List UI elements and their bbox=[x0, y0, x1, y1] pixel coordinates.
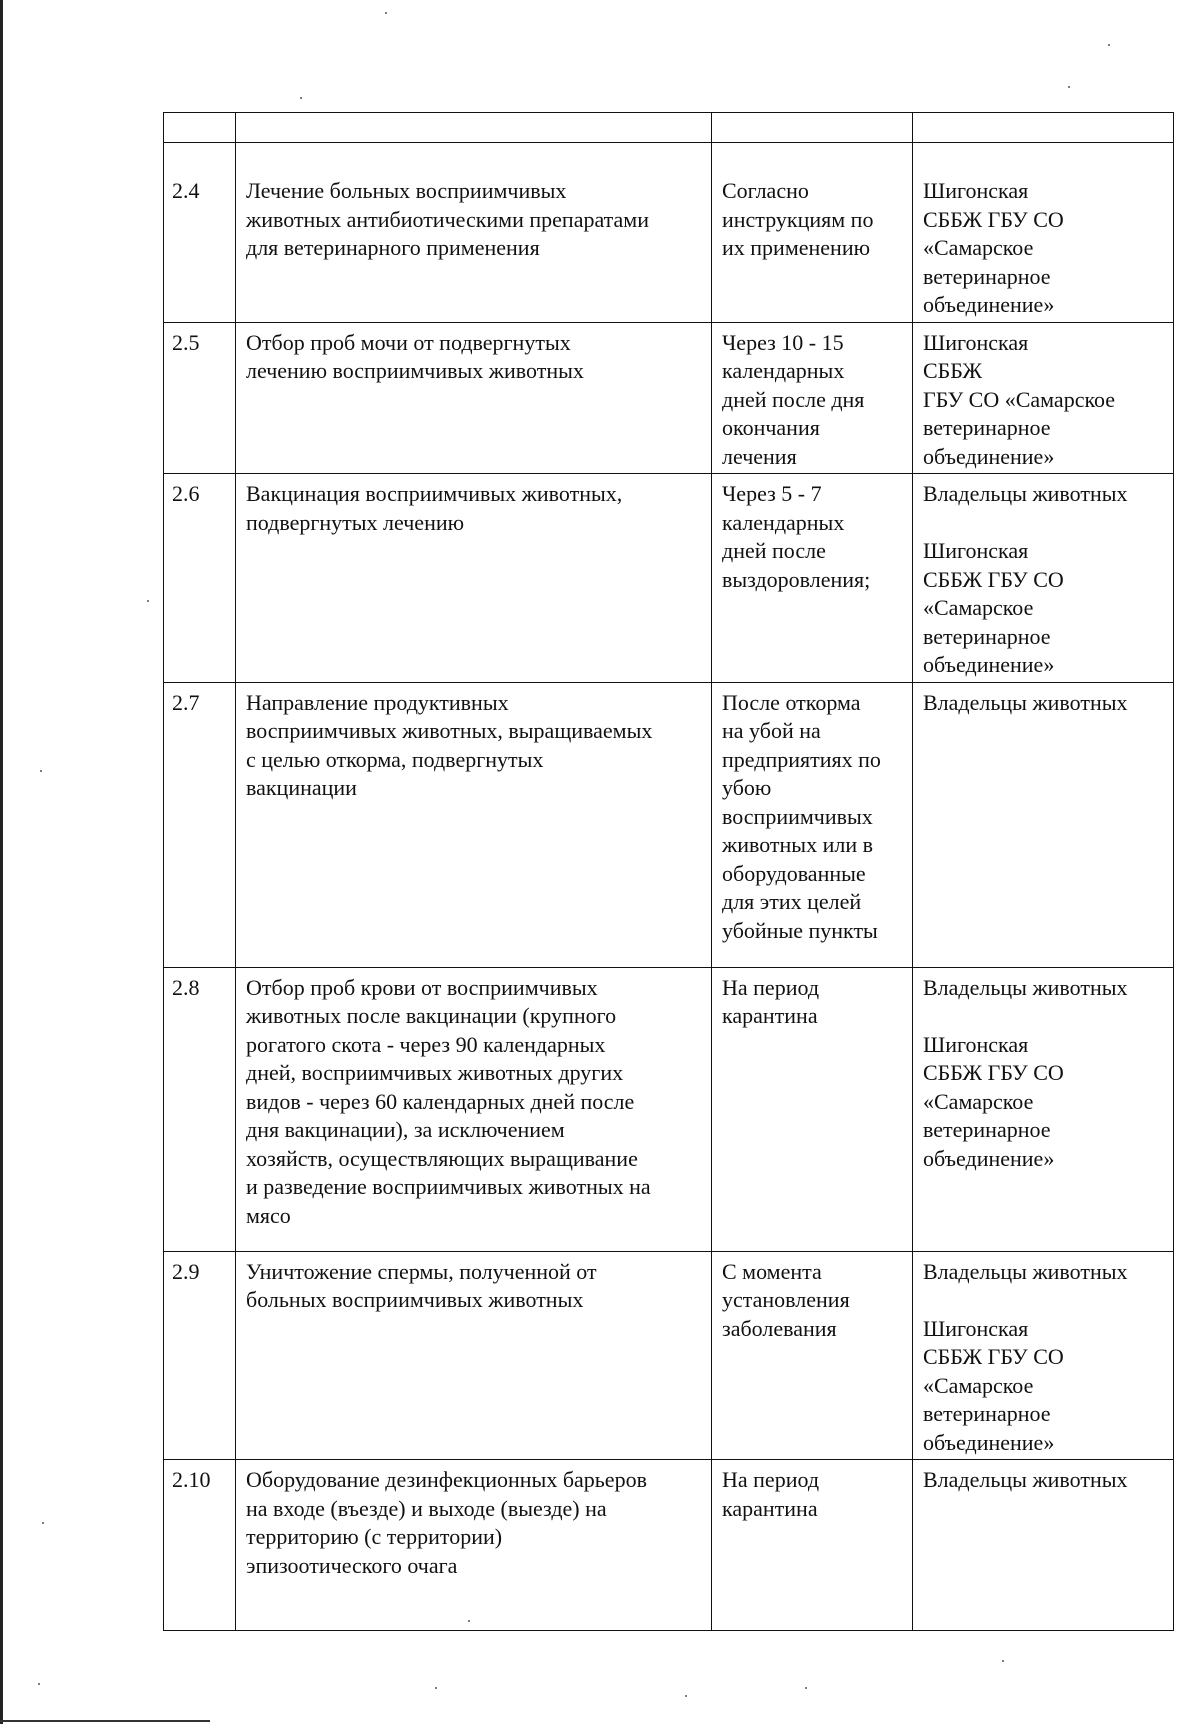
row-number: 2.4 bbox=[164, 143, 236, 323]
action-cell: Отбор проб мочи от подвергнутых лечению восприимчивых животных bbox=[236, 322, 712, 474]
responsible-cell: Владельцы животных Шигонская СББЖ ГБУ СО «Самарское ветеринарное объединение» bbox=[913, 1251, 1174, 1460]
table-row bbox=[164, 1460, 1174, 1631]
header-cell bbox=[236, 113, 712, 143]
scan-speck bbox=[300, 97, 302, 99]
scan-speck bbox=[42, 1522, 44, 1524]
table-row bbox=[164, 143, 1174, 323]
scan-speck bbox=[40, 770, 42, 772]
table-row bbox=[164, 322, 1174, 474]
scan-speck bbox=[435, 1687, 437, 1689]
responsible-cell: Шигонская СББЖ ГБУ СО «Самарское ветеринарное объединение» bbox=[913, 322, 1174, 474]
row-number: 2.10 bbox=[164, 1460, 236, 1631]
scan-edge-left bbox=[0, 0, 3, 1724]
responsible-cell: Шигонская СББЖ ГБУ СО «Самарское ветеринарное объединение» bbox=[913, 143, 1174, 323]
row-number: 2.7 bbox=[164, 682, 236, 967]
action-cell: Уничтожение спермы, полученной от больных восприимчивых животных bbox=[236, 1251, 712, 1460]
scan-speck bbox=[385, 12, 387, 14]
scan-edge-bottom bbox=[0, 1720, 210, 1722]
responsible-cell: Владельцы животных Шигонская СББЖ ГБУ СО «Самарское ветеринарное объединение» bbox=[913, 474, 1174, 683]
table-row bbox=[164, 474, 1174, 683]
table-row bbox=[164, 682, 1174, 967]
table-header-row bbox=[164, 113, 1174, 143]
scan-speck bbox=[685, 1695, 687, 1697]
row-number: 2.5 bbox=[164, 322, 236, 474]
term-cell: После откорма на убой на предприятиях по убою восприимчивых животных или в оборудованные для этих целей убойные пункты bbox=[712, 682, 913, 967]
term-cell: С момента установления заболевания bbox=[712, 1251, 913, 1460]
measures-table bbox=[163, 112, 1174, 1631]
scan-speck bbox=[147, 600, 149, 602]
action-cell: Направление продуктивных восприимчивых животных, выращиваемых с целью откорма, подвергнутых вакцинации bbox=[236, 682, 712, 967]
header-cell bbox=[712, 113, 913, 143]
action-cell: Оборудование дезинфекционных барьеров на входе (въезде) и выходе (выезде) на территорию (с территории) эпизоотического очага bbox=[236, 1460, 712, 1631]
term-cell: На период карантина bbox=[712, 967, 913, 1251]
term-cell: На период карантина bbox=[712, 1460, 913, 1631]
table-row bbox=[164, 1251, 1174, 1460]
header-cell bbox=[164, 113, 236, 143]
scan-speck bbox=[1108, 44, 1110, 46]
scan-speck bbox=[1068, 86, 1070, 88]
action-cell: Вакцинация восприимчивых животных, подвергнутых лечению bbox=[236, 474, 712, 683]
term-cell: Через 10 - 15 календарных дней после дня окончания лечения bbox=[712, 322, 913, 474]
header-cell bbox=[913, 113, 1174, 143]
action-cell: Лечение больных восприимчивых животных антибиотическими препаратами для ветеринарного применения bbox=[236, 143, 712, 323]
row-number: 2.8 bbox=[164, 967, 236, 1251]
responsible-cell: Владельцы животных bbox=[913, 682, 1174, 967]
responsible-cell: Владельцы животных Шигонская СББЖ ГБУ СО «Самарское ветеринарное объединение» bbox=[913, 967, 1174, 1251]
table-row bbox=[164, 967, 1174, 1251]
responsible-cell: Владельцы животных bbox=[913, 1460, 1174, 1631]
scan-speck bbox=[805, 1687, 807, 1689]
row-number: 2.9 bbox=[164, 1251, 236, 1460]
scan-speck bbox=[1002, 1660, 1004, 1662]
action-cell: Отбор проб крови от восприимчивых животных после вакцинации (крупного рогатого скота - через 90 календарных дней, восприимчивых животных других видов - через 60 календарных дней после дня вакцинации), за исключением хозяйств, осуществляющих выращивание и разведение восприимчивых животных на мясо bbox=[236, 967, 712, 1251]
row-number: 2.6 bbox=[164, 474, 236, 683]
term-cell: Согласно инструкциям по их применению bbox=[712, 143, 913, 323]
scan-speck bbox=[38, 1683, 40, 1685]
term-cell: Через 5 - 7 календарных дней после выздоровления; bbox=[712, 474, 913, 683]
